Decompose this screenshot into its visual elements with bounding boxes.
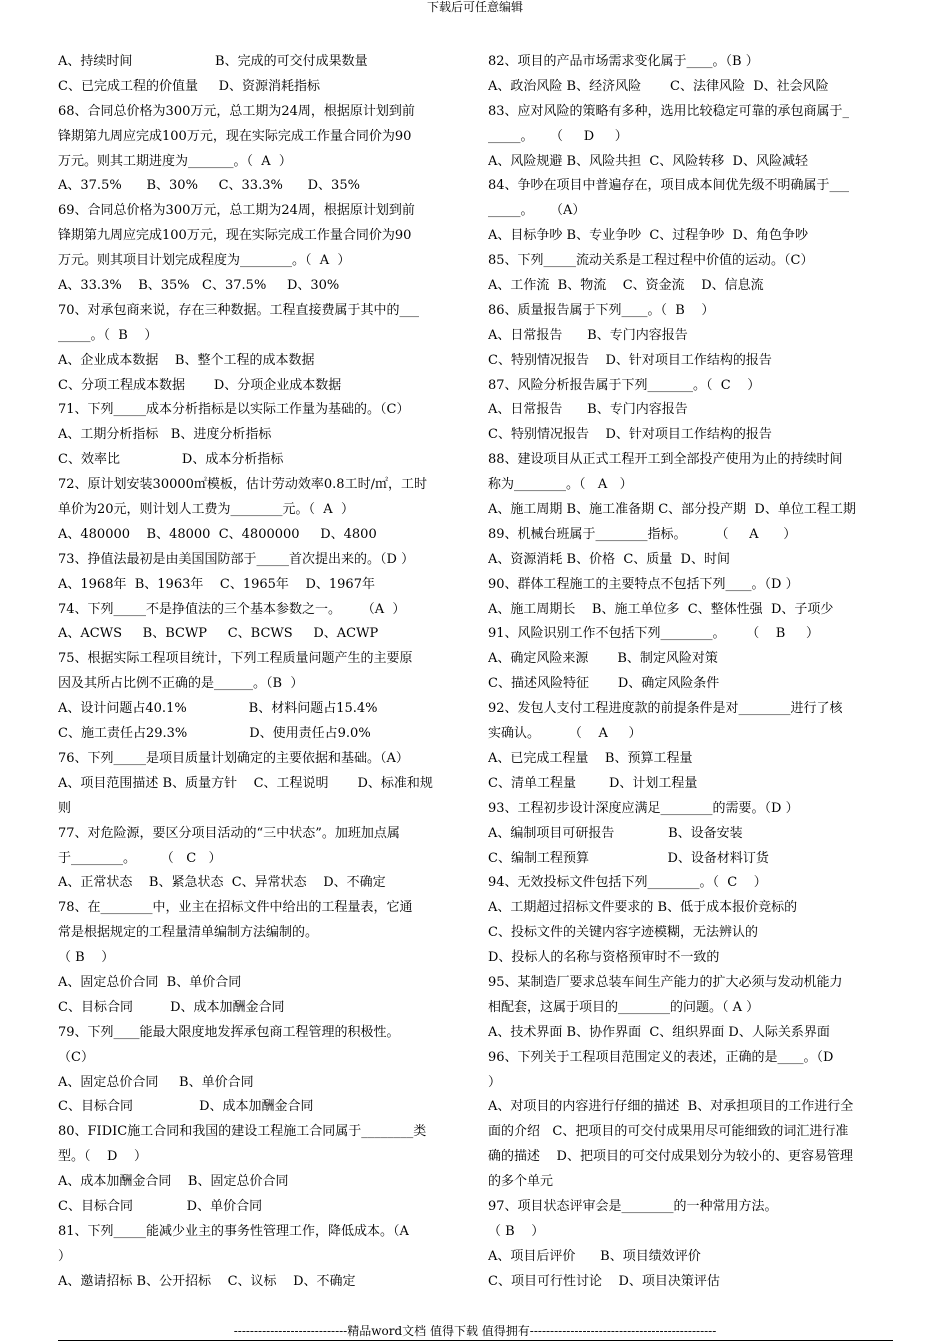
- text-line: 94、无效投标文件包括下列________。（ C ）: [488, 875, 767, 891]
- text-line: A、正常状态 B、紧急状态 C、异常状态 D、不确定: [58, 875, 386, 891]
- text-line: A、政治风险 B、经济风险 C、法律风险 D、社会风险: [488, 78, 829, 94]
- page-footer: ----------------------------精品word文档 值得下载 值得拥有----------------------------------------------: [233, 1324, 717, 1338]
- text-line: 76、下列_____是项目质量计划确定的主要依据和基础。（A）: [58, 750, 409, 766]
- text-line: 84、争吵在项目中普遍存在，项目成本间优先级不明确属于___: [488, 178, 850, 194]
- text-line: A、固定总价合同 B、单价合同: [58, 1074, 254, 1090]
- text-line: 73、挣值法最初是由美国国防部于_____首次提出来的。（D ）: [58, 551, 415, 567]
- text-line: ）: [58, 1248, 72, 1264]
- text-line: C、目标合同 D、单价合同: [58, 1198, 263, 1214]
- text-line: A、施工周期 B、施工准备期 C、部分投产期 D、单位工程工期: [488, 502, 856, 518]
- text-line: 相配套，这属于项目的________的问题。（ A ）: [488, 999, 760, 1015]
- text-line: D、投标人的名称与资格预审时不一致的: [488, 950, 720, 966]
- text-line: A、ACWS B、BCWP C、BCWS D、ACWP: [58, 626, 379, 642]
- text-line: 万元。则其工期进度为_______。（ A ）: [58, 153, 292, 169]
- text-line: 单价为20元，则计划人工费为________元。（ A ）: [58, 502, 354, 518]
- right-column: [488, 50, 893, 1295]
- left-column: [58, 50, 463, 1295]
- text-line: A、风险规避 B、风险共担 C、风险转移 D、风险减轻: [488, 153, 808, 169]
- text-line: A、固定总价合同 B、单价合同: [58, 974, 242, 990]
- text-line: _____。 （ D ）: [488, 128, 628, 144]
- text-line: 的多个单元: [488, 1174, 554, 1190]
- text-line: A、技术界面 B、协作界面 C、组织界面 D、人际关系界面: [488, 1024, 830, 1040]
- text-line: A、企业成本数据 B、整个工程的成本数据: [58, 352, 315, 368]
- text-line: A、项目后评价 B、项目绩效评价: [488, 1248, 701, 1264]
- text-line: A、对项目的内容进行仔细的描述 B、对承担项目的工作进行全: [488, 1099, 854, 1115]
- text-line: 称为________。（ A ）: [488, 477, 633, 493]
- text-line: A、日常报告 B、专门内容报告: [488, 402, 688, 418]
- text-line: 79、下列____能最大限度地发挥承包商工程管理的积极性。: [58, 1024, 400, 1040]
- text-line: 96、下列关于工程项目范围定义的表述，正确的是____。（D: [488, 1049, 834, 1065]
- text-line: C、已完成工程的价值量 D、资源消耗指标: [58, 78, 321, 94]
- text-line: A、工期超过招标文件要求的 B、低于成本报价竞标的: [488, 900, 798, 916]
- text-line: 锋期第九周应完成100万元，现在实际完成工作量合同价为90: [58, 228, 412, 244]
- text-line: 78、在________中，业主在招标文件中给出的工程量表，它通: [58, 900, 413, 916]
- text-line: 则: [58, 800, 72, 816]
- text-line: 71、下列_____成本分析指标是以实际工作量为基础的。（C）: [58, 402, 410, 418]
- text-line: A、成本加酬金合同 B、固定总价合同: [58, 1174, 289, 1190]
- text-line: （C）: [58, 1049, 94, 1065]
- text-line: C、编制工程预算 D、设备材料订货: [488, 850, 769, 866]
- text-line: A、资源消耗 B、价格 C、质量 D、时间: [488, 551, 730, 567]
- text-line: 89、机械台班属于________指标。 （ A ）: [488, 526, 797, 542]
- text-line: 面的介绍 C、把项目的可交付成果用尽可能细致的词汇进行准: [488, 1124, 849, 1140]
- text-line: 确的描述 D、把项目的可交付成果划分为较小的、更容易管理: [488, 1149, 853, 1165]
- text-line: 因及其所占比例不正确的是______。（B ）: [58, 676, 304, 692]
- text-line: A、37.5% B、30% C、33.3% D、35%: [58, 178, 360, 194]
- text-line: A、邀请招标 B、公开招标 C、议标 D、不确定: [58, 1273, 356, 1289]
- text-line: 86、质量报告属于下列____。（ B ）: [488, 302, 715, 318]
- text-line: A、目标争吵 B、专业争吵 C、过程争吵 D、角色争吵: [488, 228, 808, 244]
- text-line: 77、对危险源，要区分项目活动的“三中状态”。加班加点属: [58, 825, 400, 841]
- text-line: C、施工责任占29.3% D、使用责任占9.0%: [58, 726, 371, 742]
- text-line: （ B ）: [488, 1223, 545, 1239]
- text-line: C、目标合同 D、成本加酬金合同: [58, 1099, 314, 1115]
- text-line: _____。（ B ）: [58, 327, 158, 343]
- text-line: A、33.3% B、35% C、37.5% D、30%: [58, 278, 340, 294]
- text-line: C、描述风险特征 D、确定风险条件: [488, 676, 720, 692]
- text-line: 锋期第九周应完成100万元，现在实际完成工作量合同价为90: [58, 128, 412, 144]
- text-line: A、持续时间 B、完成的可交付成果数量: [58, 54, 368, 69]
- text-line: A、项目范围描述 B、质量方针 C、工程说明 D、标准和规: [58, 775, 433, 791]
- text-line: 万元。则其项目计划完成程度为________。（ A ）: [58, 253, 351, 269]
- text-line: A、设计问题占40.1% B、材料问题占15.4%: [58, 701, 378, 717]
- text-line: 于________。 （ C ）: [58, 850, 222, 866]
- text-line: C、效率比 D、成本分析指标: [58, 452, 284, 468]
- footer-rule: [58, 1340, 893, 1341]
- text-line: 型。（ D ）: [58, 1149, 147, 1165]
- text-line: A、工作流 B、物流 C、资金流 D、信息流: [488, 278, 764, 294]
- text-line: 69、合同总价格为300万元，总工期为24周，根据原计划到前: [58, 203, 415, 219]
- text-line: 91、风险识别工作不包括下列________。 （ B ）: [488, 626, 819, 642]
- text-line: A、日常报告 B、专门内容报告: [488, 327, 688, 343]
- text-line: ）: [488, 1074, 502, 1090]
- text-line: 90、群体工程施工的主要特点不包括下列____。（D ）: [488, 576, 799, 592]
- text-line: 88、建设项目从正式工程开工到全部投产使用为止的持续时间: [488, 452, 843, 468]
- text-line: 92、发包人支付工程进度款的前提条件是对________进行了核: [488, 701, 843, 717]
- text-line: C、分项工程成本数据 D、分项企业成本数据: [58, 377, 342, 393]
- text-line: A、1968年 B、1963年 C、1965年 D、1967年: [58, 576, 375, 592]
- text-line: 80、FIDIC施工合同和我国的建设工程施工合同属于________类: [58, 1124, 427, 1140]
- text-line: 97、项目状态评审会是________的一种常用方法。: [488, 1198, 778, 1214]
- text-line: _____。 （A）: [488, 203, 586, 219]
- text-line: 常是根据规定的工程量清单编制方法编制的。: [58, 925, 319, 941]
- text-line: 实确认。 （ A ）: [488, 726, 642, 742]
- text-line: 68、合同总价格为300万元，总工期为24周，根据原计划到前: [58, 103, 415, 119]
- text-line: 83、应对风险的策略有多种，选用比较稳定可靠的承包商属于_: [488, 103, 850, 119]
- text-line: 72、原计划安装30000㎡模板，估计劳动效率0.8工时/㎡，工时: [58, 477, 427, 493]
- text-line: 85、下列_____流动关系是工程过程中价值的运动。（C）: [488, 253, 814, 269]
- text-line: 70、对承包商来说，存在三种数据。工程直接费属于其中的___: [58, 302, 420, 318]
- text-line: A、确定风险来源 B、制定风险对策: [488, 651, 718, 667]
- text-line: 81、下列_____能减少业主的事务性管理工作，降低成本。（A: [58, 1223, 409, 1239]
- text-line: 74、下列_____不是挣值法的三个基本参数之一。 （A ）: [58, 601, 406, 617]
- text-line: C、特别情况报告 D、针对项目工作结构的报告: [488, 352, 772, 368]
- text-line: A、工期分析指标 B、进度分析指标: [58, 427, 272, 443]
- text-line: C、投标文件的关键内容字迹模糊，无法辨认的: [488, 925, 758, 941]
- text-line: 82、项目的产品市场需求变化属于____。（B ）: [488, 54, 759, 69]
- page-header: 下载后可任意编辑: [426, 0, 523, 14]
- text-line: C、清单工程量 D、计划工程量: [488, 775, 698, 791]
- text-line: 87、风险分析报告属于下列_______。（ C ）: [488, 377, 761, 393]
- text-line: A、施工周期长 B、施工单位多 C、整体性强 D、子项少: [488, 601, 834, 617]
- text-line: A、480000 B、48000 C、4800000 D、4800: [58, 526, 377, 542]
- text-line: A、编制项目可研报告 B、设备安装: [488, 825, 743, 841]
- text-line: C、项目可行性讨论 D、项目决策评估: [488, 1273, 720, 1289]
- text-line: 95、某制造厂要求总装车间生产能力的扩大必须与发动机能力: [488, 974, 843, 990]
- text-line: 75、根据实际工程项目统计，下列工程质量问题产生的主要原: [58, 651, 413, 667]
- text-line: （ B ）: [58, 950, 115, 966]
- text-line: 93、工程初步设计深度应满足________的需要。（D ）: [488, 800, 799, 816]
- text-line: C、特别情况报告 D、针对项目工作结构的报告: [488, 427, 772, 443]
- text-line: C、目标合同 D、成本加酬金合同: [58, 999, 285, 1015]
- text-line: A、已完成工程量 B、预算工程量: [488, 750, 693, 766]
